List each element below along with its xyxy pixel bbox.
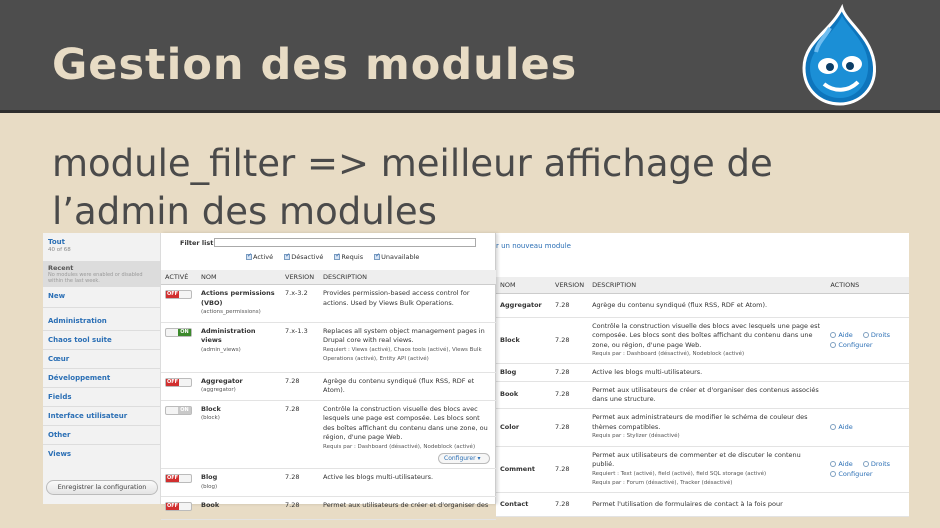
machine-name: (actions_permissions)	[201, 309, 261, 315]
module-description: Agrège du contenu syndiqué (flux RSS, RDF et Atom).	[588, 294, 826, 318]
help-link[interactable]: Aide	[830, 423, 852, 431]
checkbox-unavailable[interactable]: ✓ Unavailable	[374, 253, 419, 261]
modules-table	[161, 270, 496, 520]
module-name: Actions permissions (VBO)	[201, 289, 275, 307]
module-toggle[interactable]: ON	[165, 406, 192, 415]
col-description: DESCRIPTION	[319, 270, 496, 285]
module-version: 7.28	[281, 400, 319, 469]
module-description: Permet aux utilisateurs de commenter et de discuter le contenu publié. Requiert : Text (activé), field (activé), field SQL storage (activé) Requis par : Forum (désactivé), Tracker (désactivé)	[588, 447, 826, 493]
table-row	[496, 447, 909, 493]
module-name: Color	[496, 409, 551, 447]
table-row	[161, 400, 496, 469]
module-description: Provides permission-based access control for actions. Used by Views Bulk Operations.	[319, 285, 496, 323]
filter-label: Filter list	[180, 239, 214, 247]
module-name: Aggregator	[201, 376, 243, 385]
key-icon	[863, 332, 869, 338]
table-row	[496, 409, 909, 447]
configure-link[interactable]: Configurer	[830, 470, 872, 478]
machine-name: (block)	[201, 415, 220, 421]
machine-name: (aggregator)	[201, 387, 236, 393]
module-version: 7.28	[281, 372, 319, 400]
module-list-panel	[161, 233, 496, 509]
status-checkboxes	[246, 253, 428, 261]
checkbox-checked-icon	[334, 254, 340, 260]
sidebar-item-views[interactable]: Views	[48, 450, 72, 458]
machine-name: (admin_views)	[201, 346, 241, 353]
module-toggle[interactable]: OFF	[165, 502, 192, 511]
admin-modules-screenshot	[43, 233, 909, 509]
col-nom: NOM	[496, 277, 551, 294]
module-toggle[interactable]: OFF	[165, 378, 192, 387]
col-version: VERSION	[281, 270, 319, 285]
tout-count: 40 of 68	[48, 247, 71, 253]
table-row	[496, 364, 909, 382]
checkbox-checked-icon	[284, 254, 290, 260]
module-version: 7.28	[551, 318, 588, 364]
help-icon	[830, 332, 836, 338]
module-name: Comment	[496, 447, 551, 493]
table-row	[496, 294, 909, 318]
help-icon	[830, 461, 836, 467]
sidebar-item-tout[interactable]: Tout	[48, 238, 65, 246]
checkbox-active[interactable]: ✓Activé	[246, 253, 273, 261]
col-actions: ACTIONS	[826, 277, 909, 294]
module-filter-sidebar	[43, 233, 161, 504]
recent-note: No modules were enabled or disabled within the last week.	[48, 272, 143, 284]
module-name: Administration views	[201, 326, 256, 344]
table-row	[161, 285, 496, 323]
checkbox-disabled[interactable]: ✓ Désactivé	[284, 253, 323, 261]
module-description: Contrôle la construction visuelle des blocs avec lesquels une page est composée. Les blocs sont des boîtes affichant du contenu dans une zone, ou région, d'une page Web. Requis par : Dashboard (désactivé), Nodeblock (activé) Configurer ▾	[319, 400, 496, 469]
module-list-background-panel	[496, 233, 909, 508]
module-description: Permet aux utilisateurs de créer et d'organiser des	[319, 497, 496, 520]
help-link[interactable]: Aide	[830, 331, 852, 339]
slide-header	[0, 0, 940, 113]
gear-icon	[830, 342, 836, 348]
module-version: 7.28	[551, 409, 588, 447]
module-name: Aggregator	[496, 294, 551, 318]
module-description: Permet aux administrateurs de modifier le schéma de couleur des thèmes compatibles. Requis par : Stylizer (désactivé)	[588, 409, 826, 447]
sidebar-item-chaos-tool-suite[interactable]: Chaos tool suite	[48, 336, 112, 344]
table-row	[161, 497, 496, 520]
module-description: Contrôle la construction visuelle des blocs avec lesquels une page est composée. Les blocs sont des boîtes affichant du contenu dans une zone, ou région, d'une page Web. Requis par : Dashboard (désactivé), Nodeblock (activé)	[588, 318, 826, 364]
module-toggle[interactable]: ON	[165, 328, 192, 337]
module-version: 7.x-3.2	[281, 285, 319, 323]
module-version: 7.28	[281, 469, 319, 497]
permissions-link[interactable]: Droits	[863, 460, 890, 468]
module-toggle[interactable]: OFF	[165, 474, 192, 483]
col-version: VERSION	[551, 277, 588, 294]
col-active: ACTIVÉ	[161, 270, 197, 285]
module-description: Active les blogs multi-utilisateurs.	[319, 469, 496, 497]
table-row	[161, 469, 496, 497]
module-name: Block	[496, 318, 551, 364]
module-name: Book	[496, 382, 551, 409]
configure-link[interactable]: Configurer	[830, 341, 872, 349]
permissions-link[interactable]: Droits	[863, 331, 890, 339]
module-name: Blog	[201, 473, 218, 481]
add-module-link[interactable]: r un nouveau module	[496, 242, 571, 250]
filter-input[interactable]	[214, 238, 476, 247]
chevron-down-icon: ▾	[477, 455, 481, 462]
module-version: 7.28	[551, 294, 588, 318]
sidebar-item-coeur[interactable]: Cœur	[48, 355, 70, 363]
checkbox-required[interactable]: ✓ Requis	[334, 253, 363, 261]
module-toggle[interactable]: OFF	[165, 290, 192, 299]
sidebar-item-fields[interactable]: Fields	[48, 393, 72, 401]
drupal-drop-icon	[800, 6, 880, 106]
table-row	[496, 382, 909, 409]
sidebar-item-administration[interactable]: Administration	[48, 317, 107, 325]
checkbox-checked-icon	[374, 254, 380, 260]
module-name: Book	[201, 501, 220, 509]
col-nom: NOM	[197, 270, 281, 285]
col-description: DESCRIPTION	[588, 277, 826, 294]
module-description: Permet l'utilisation de formulaires de contact à la fois pour	[588, 493, 826, 517]
sidebar-item-developpement[interactable]: Développement	[48, 374, 111, 382]
table-row	[496, 318, 909, 364]
checkbox-checked-icon	[246, 254, 252, 260]
module-actions	[826, 318, 909, 364]
back-module-table	[496, 277, 909, 517]
gear-icon	[830, 471, 836, 477]
sidebar-item-recent[interactable]: Recent No modules were enabled or disabled within the last week.	[43, 261, 161, 287]
help-link[interactable]: Aide	[830, 460, 852, 468]
help-icon	[830, 424, 836, 430]
module-actions	[826, 409, 909, 447]
module-version: 7.28	[281, 497, 319, 520]
configure-dropdown[interactable]: Configurer ▾	[438, 453, 490, 464]
module-version: 7.28	[551, 447, 588, 493]
slide-subtitle: module_filter => meilleur affichage de l’admin des modules	[52, 142, 773, 233]
key-icon	[863, 461, 869, 467]
sidebar-item-new[interactable]: New	[48, 292, 66, 300]
module-version: 7.28	[551, 382, 588, 409]
table-row	[161, 322, 496, 372]
module-description: Active les blogs multi-utilisateurs.	[588, 364, 826, 382]
slide-title: Gestion des modules	[52, 40, 578, 90]
module-description: Agrège du contenu syndiqué (flux RSS, RDF et Atom).	[319, 372, 496, 400]
table-row	[161, 372, 496, 400]
module-version: 7.x-1.3	[281, 322, 319, 372]
module-name: Block	[201, 404, 221, 413]
module-description: Replaces all system object management pages in Drupal core with real views. Requiert : Views (activé), Chaos tools (activé), Views Bulk Operations (activé), Entity API (activé)	[319, 322, 496, 372]
module-name: Contact	[496, 493, 551, 517]
table-row	[496, 493, 909, 517]
module-name: Blog	[496, 364, 551, 382]
sidebar-item-interface-utilisateur[interactable]: Interface utilisateur	[48, 412, 128, 420]
module-description: Permet aux utilisateurs de créer et d'organiser des contenus associés dans une structure.	[588, 382, 826, 409]
module-version: 7.28	[551, 493, 588, 517]
machine-name: (blog)	[201, 483, 218, 490]
module-actions	[826, 447, 909, 493]
save-configuration-button[interactable]: Enregistrer la configuration	[46, 480, 158, 495]
module-version: 7.28	[551, 364, 588, 382]
sidebar-item-other[interactable]: Other	[48, 431, 71, 439]
